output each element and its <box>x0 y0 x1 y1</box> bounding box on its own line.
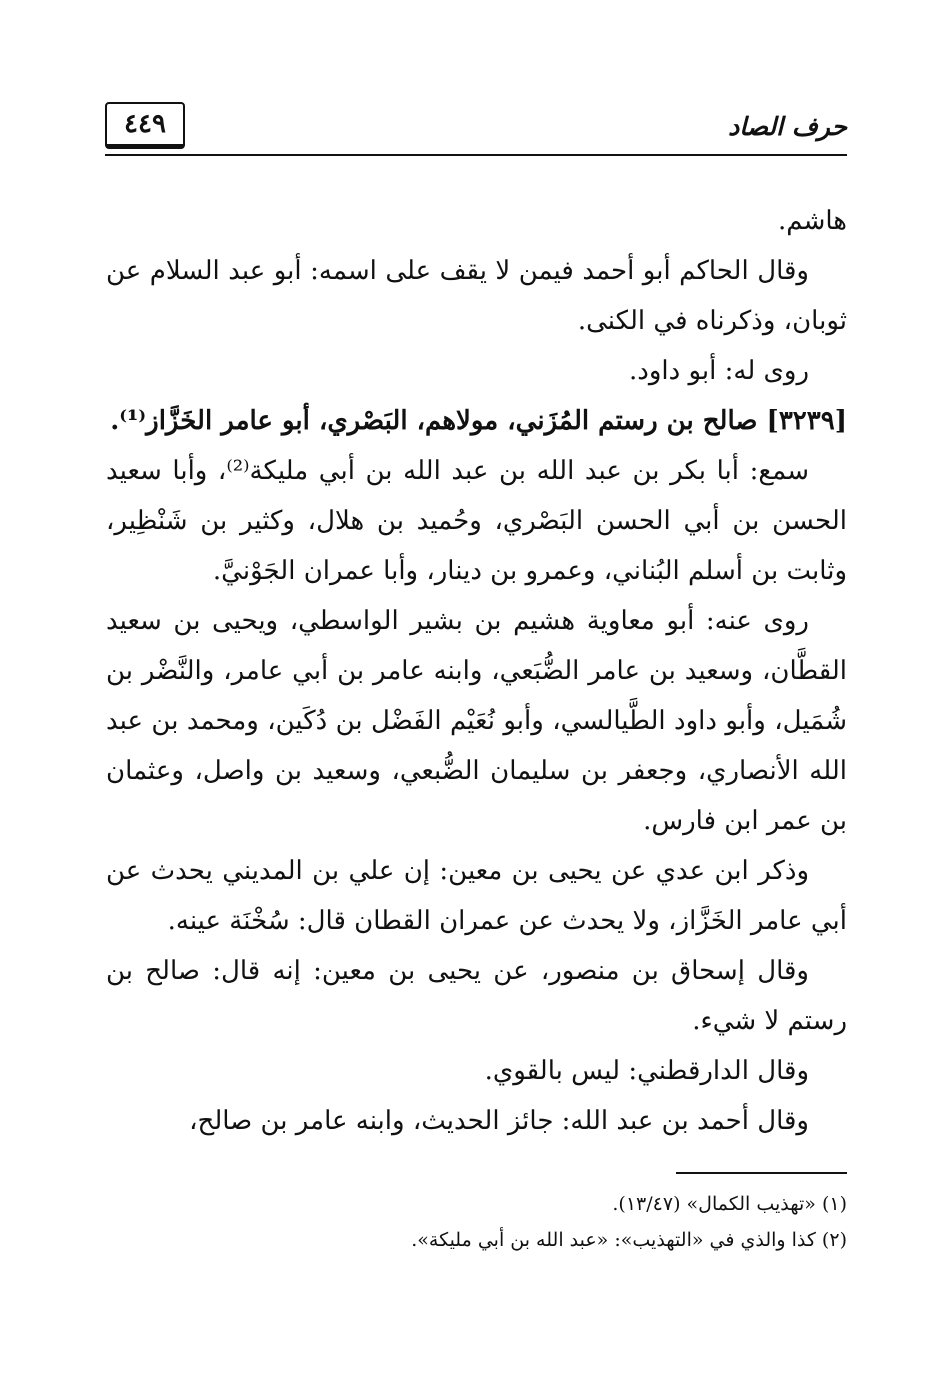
footnote-rule <box>676 1172 847 1174</box>
paragraph-continuation: هاشم. <box>778 206 847 236</box>
paragraph-daraqutni: وقال الدارقطني: ليس بالقوي. <box>484 1056 809 1086</box>
header-rule <box>105 154 847 156</box>
paragraph-hakim: وقال الحاكم أبو أحمد فيمن لا يقف على اسمه: أبو عبد السلام عن ثوبان، وذكرناه في الكنى. <box>106 256 847 336</box>
paragraph-rawa-anhu: روى عنه: أبو معاوية هشيم بن بشير الواسطي، ويحيى بن سعيد القطَّان، وسعيد بن عامر الضُّبَعي، وابنه عامر بن أبي عامر، والنَّضْر بن شُمَيل، وأبو داود الطَّيالسي، وأبو نُعَيْم الفَضْل بن دُكَين، ومحمد بن عبد الله الأنصاري، وجعفر بن سليمان الضُّبعي، وسعيد بن واصل، وعثمان بن عمر ابن فارس. <box>106 606 847 836</box>
paragraph-ishaq: وقال إسحاق بن منصور، عن يحيى بن معين: إنه قال: صالح بن رستم لا شيء. <box>106 956 847 1036</box>
paragraph-samia: سمع: أبا بكر بن عبد الله بن عبد الله بن أبي مليكة⁽²⁾، وأبا سعيد الحسن بن أبي الحسن البَصْري، وحُميد بن هلال، وكثير بن شَنْظِير، وثابت بن أسلم البُناني، وعمرو بن دينار، وأبا عمران الجَوْنيَّ. <box>106 456 847 586</box>
entry-heading: [٣٢٣٩] صالح بن رستم المُزَني، مولاهم، البَصْري، أبو عامر الخَزَّاز⁽¹⁾. <box>110 406 847 436</box>
paragraph-rawa-lahu: روى له: أبو داود. <box>629 356 809 386</box>
footnotes <box>106 1186 847 1258</box>
paragraph-ahmad: وقال أحمد بن عبد الله: جائز الحديث، وابنه عامر بن صالح، <box>189 1106 809 1136</box>
page-header <box>105 102 847 158</box>
page-number: ٤٤٩ <box>105 102 185 149</box>
footnote-2: (٢) كذا والذي في «التهذيب»: «عبد الله بن أبي مليكة». <box>411 1229 847 1251</box>
paragraph-ibn-adi: وذكر ابن عدي عن يحيى بن معين: إن علي بن المديني يحدث عن أبي عامر الخَزَّاز، ولا يحدث عن عمران القطان قال: سُخْنَة عينه. <box>106 856 847 936</box>
body-text <box>106 196 847 1146</box>
running-title: حرف الصاد <box>728 112 847 141</box>
footnote-1: (١) «تهذيب الكمال» (١٣/٤٧). <box>612 1193 847 1215</box>
